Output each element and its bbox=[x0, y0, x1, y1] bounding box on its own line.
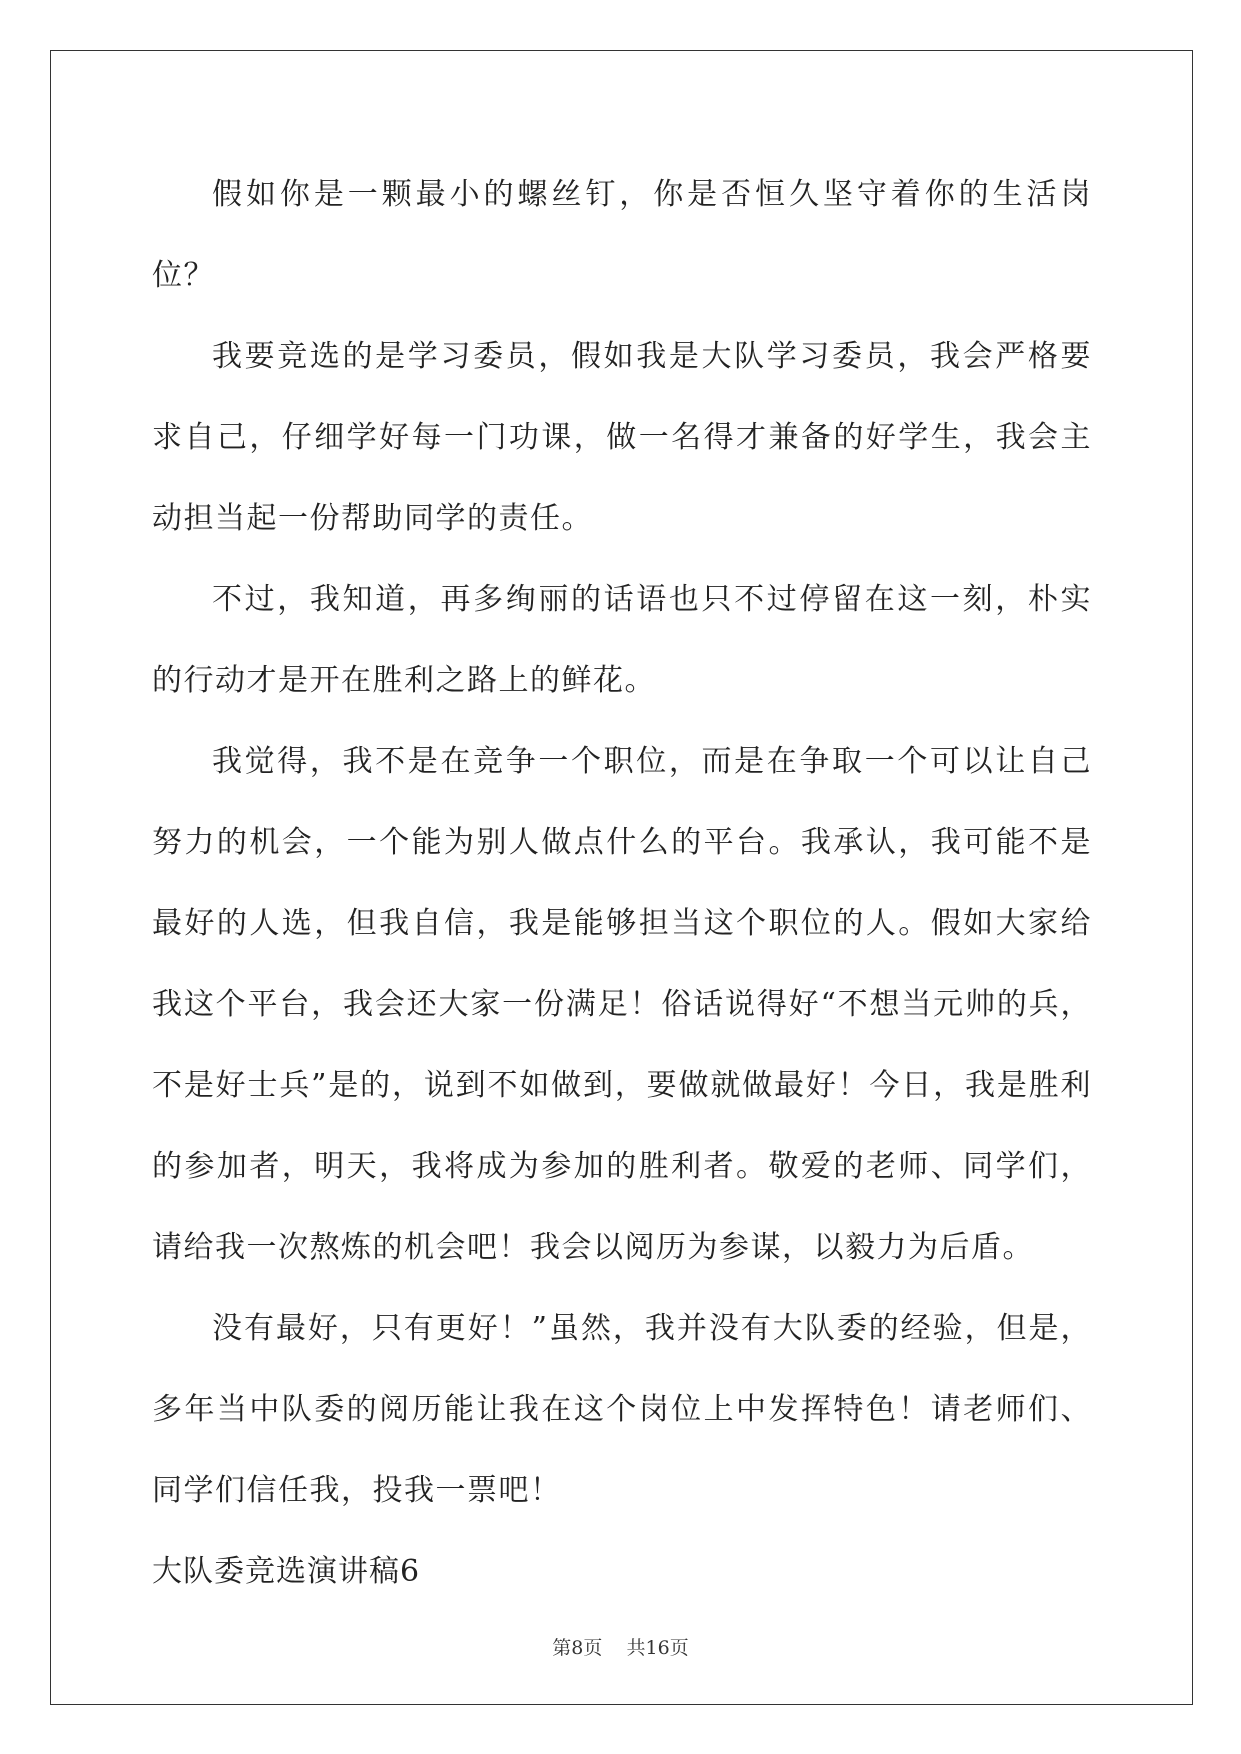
paragraph-5: 没有最好，只有更好！”虽然，我并没有大队委的经验，但是，多年当中队委的阅历能让我在这个岗位上中发挥特色！请老师们、同学们信任我，投我一票吧！ bbox=[152, 1311, 1092, 1508]
section-heading: 大队委竞选演讲稿6 bbox=[152, 1554, 421, 1589]
document-body bbox=[152, 154, 1092, 1612]
paragraph-3: 不过，我知道，再多绚丽的话语也只不过停留在这一刻，朴实的行动才是开在胜利之路上的鲜花。 bbox=[152, 582, 1092, 698]
paragraph-4: 我觉得，我不是在竞争一个职位，而是在争取一个可以让自己努力的机会，一个能为别人做点什么的平台。我承认，我可能不是最好的人选，但我自信，我是能够担当这个职位的人。假如大家给我这个平台，我会还大家一份满足！俗话说得好“不想当元帅的兵，不是好士兵”是的，说到不如做到，要做就做最好！今日，我是胜利的参加者，明天，我将成为参加的胜利者。敬爱的老师、同学们，请给我一次熬炼的机会吧！我会以阅历为参谋，以毅力为后盾。 bbox=[152, 744, 1092, 1265]
paragraph-2: 我要竞选的是学习委员，假如我是大队学习委员，我会严格要求自己，仔细学好每一门功课，做一名得才兼备的好学生，我会主动担当起一份帮助同学的责任。 bbox=[152, 339, 1092, 536]
paragraph-1: 假如你是一颗最小的螺丝钉，你是否恒久坚守着你的生活岗位？ bbox=[152, 177, 1092, 293]
page-footer: 第8页 共16页 bbox=[552, 1637, 689, 1659]
